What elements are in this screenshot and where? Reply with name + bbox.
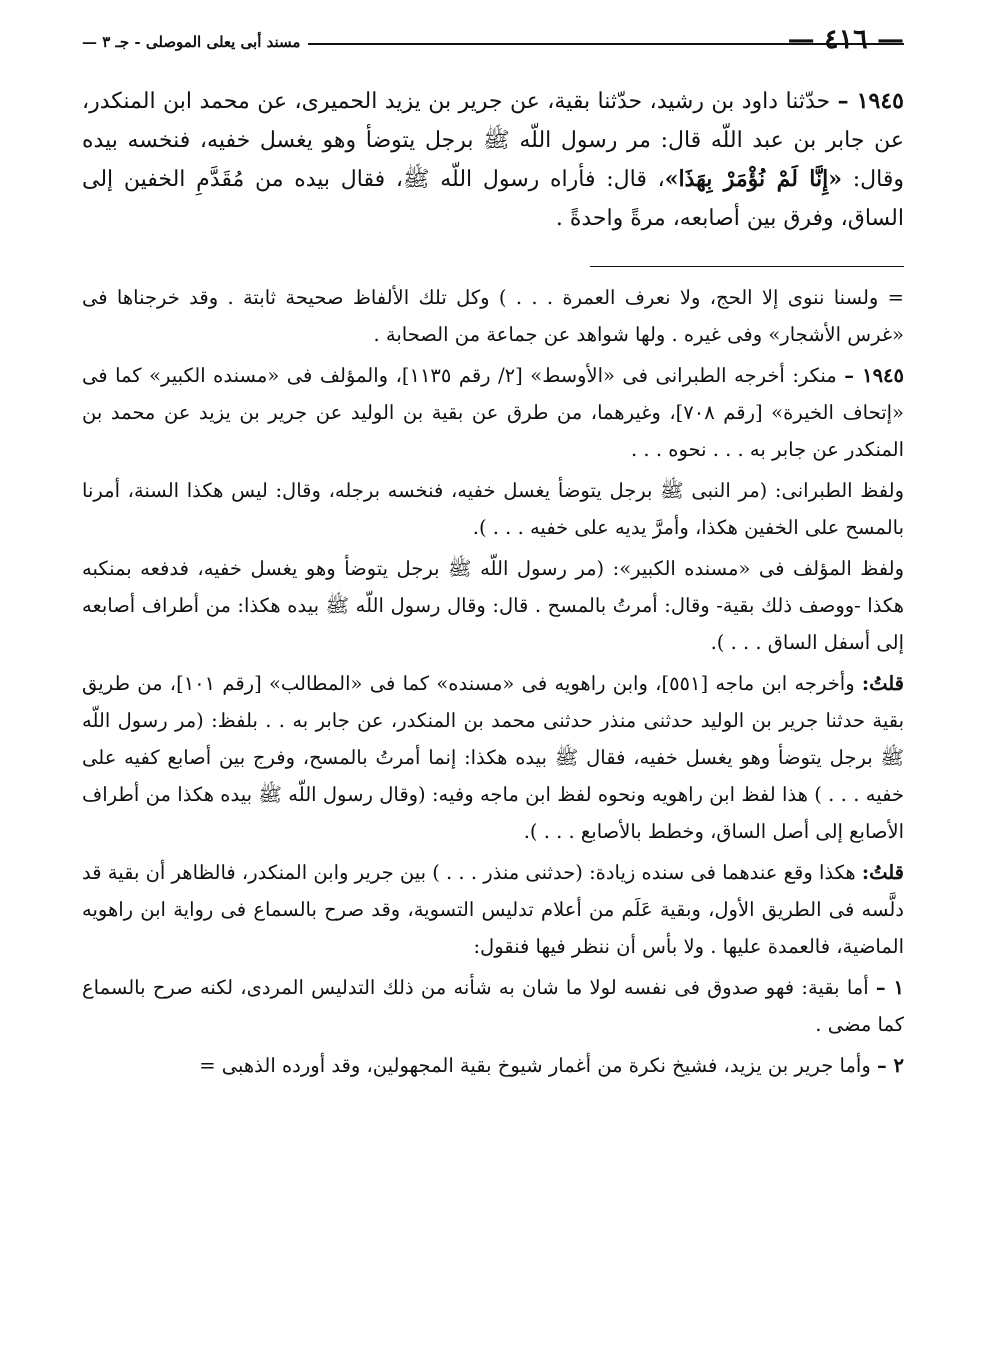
qultu-label: قلتُ:	[861, 861, 904, 884]
footnote-divider	[590, 266, 904, 267]
footnote-paragraph: ولفظ الطبرانى: (مر النبى ﷺ برجل يتوضأ يغسل خفيه، فنخسه برجله، وقال: ليس هكذا السنة، أمرنا بالمسح على الخفين هكذا، وأمرَّ يديه على خفيه . . . ).	[82, 479, 904, 539]
book-title: مسند أبى يعلى الموصلى - جـ ٣ —	[82, 29, 308, 55]
footnote-paragraph: قلتُ: هكذا وقع عندهما فى سنده زيادة: (حدثنى منذر . . . ) بين جرير وابن المنكدر، فالظاهر أن بقية قد دلَّسه فى الطريق الأول، وبقية عَلَم من أعلام تدليس التسوية، وقد صرح بالسماع فى رواية ابن راهويه الماضية، فالعمدة عليها . ولا بأس أن ننظر فيها فنقول:	[82, 861, 904, 958]
footnote-paragraph: ٢ – وأما جرير بن يزيد، فشيخ نكرة من أغمار شيوخ بقية المجهولين، وقد أورده الذهبى =	[199, 1054, 904, 1077]
book-page	[82, 22, 904, 1088]
hadith-text	[82, 82, 904, 238]
footnote-paragraph: قلتُ: وأخرجه ابن ماجه [٥٥١]، وابن راهويه فى «مسنده» كما فى «المطالب» [رقم ١٠١]، من طريق بقية حدثنا جرير بن الوليد حدثنى منذر حدثنى محمد بن المنكدر، عن جابر به . . بلفظ: (مر رسول اللّه ﷺ برجل يتوضأ وهو يغسل خفيه، فقال ﷺ بيده هكذا: إنما أمرتُ بالمسح، وفرج بين أصابع كفيه على خفيه . . . ) هذا لفظ ابن راهويه ونحوه لفظ ابن ماجه وفيه: (وقال رسول اللّه ﷺ بيده هكذا من أطراف الأصابع إلى أصل الساق، وخطط بالأصابع . . . ).	[82, 672, 904, 843]
footnote-paragraph: ١ – أما بقية: فهو صدوق فى نفسه لولا ما شان به شأنه من ذلك التدليس المردى، لكنه صرح بالسماع كما مضى .	[82, 976, 904, 1036]
page-header	[82, 22, 904, 58]
footnotes	[82, 279, 904, 1084]
page-number: — ٤١٦ —	[787, 24, 904, 55]
footnote-paragraph: = ولسنا ننوى إلا الحج، ولا نعرف العمرة . . . ) وكل تلك الألفاظ صحيحة ثابتة . وقد خرجناها فى «غرس الأشجار» وفى غيره . ولها شواهد عن جماعة من الصحابة .	[82, 286, 904, 346]
list-number: ٢ –	[876, 1054, 904, 1077]
hadith-body-part1: حدّثنا داود بن رشيد، حدّثنا بقية، عن جرير بن يزيد الحميرى، عن محمد ابن المنكدر، عن جابر بن عبد اللّه قال: مر رسول اللّه ﷺ برجل يتوضأ وهو يغسل خفيه، فنخسه بيده وقال:	[82, 89, 904, 192]
hadith-number: ١٩٤٥ –	[837, 88, 904, 114]
footnote-number: ١٩٤٥ –	[844, 364, 904, 387]
footnote-paragraph: ولفظ المؤلف فى «مسنده الكبير»: (مر رسول اللّه ﷺ برجل يتوضأ وهو يغسل خفيه، فدفعه بمنكبه هكذا -ووصف ذلك بقية- وقال: أمرتُ بالمسح . قال: وقال رسول اللّه ﷺ بيده هكذا: من أطراف أصابعه إلى أسفل الساق . . . ).	[82, 557, 904, 654]
footnote-paragraph: ١٩٤٥ – منكر: أخرجه الطبرانى فى «الأوسط» [٢/ رقم ١١٣٥]، والمؤلف فى «مسنده الكبير» كما فى «إتحاف الخيرة» [رقم ٧٠٨]، وغيرهما، من طرق عن بقية بن الوليد عن جرير بن يزيد عن محمد بن المنكدر عن جابر به . . . نحوه . . .	[82, 364, 904, 461]
hadith-body-part2: ، قال: فأراه رسول اللّه ﷺ، فقال بيده من مُقَدَّمِ الخفين إلى الساق، وفرق بين أصابعه، مرةً واحدةً .	[82, 167, 904, 231]
qultu-label: قلتُ:	[861, 672, 904, 695]
list-number: ١ –	[875, 976, 904, 999]
hadith-quote: «إِنَّا لَمْ نُؤْمَرْ بِهَذَا»	[664, 166, 842, 192]
